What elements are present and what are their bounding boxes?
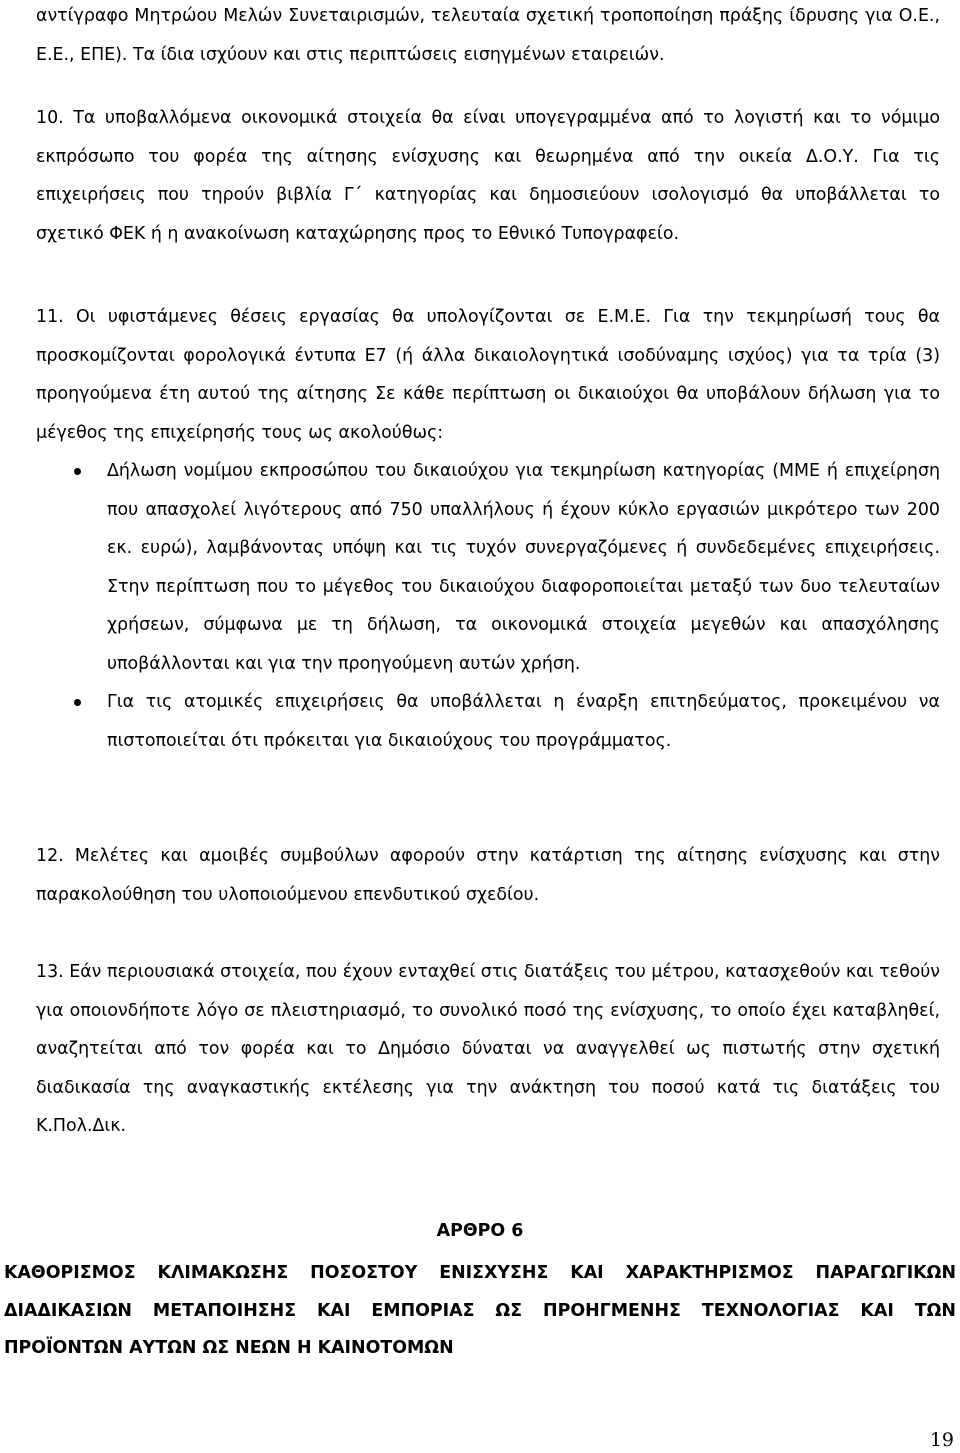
bullet-dot-icon: [74, 468, 81, 475]
bullet-list: [36, 452, 940, 760]
list-item: [36, 452, 940, 683]
paragraph-10: 10. Τα υποβαλλόμενα οικονομικά στοιχεία θα είναι υπογεγραμμένα από το λογιστή και το νόμιμο εκπρόσωπο του φορέα της αίτησης ενίσχυσης και θεωρημένα από την οικεία Δ.Ο.Υ. Για τις επιχειρήσεις που τηρούν βιβλία Γ΄ κατηγορίας και δημοσιεύουν ισολογισμό θα υποβάλλεται το σχετικό ΦΕΚ ή η ανακοίνωση καταχώρησης προς το Εθνικό Τυπογραφείο.: [36, 108, 940, 244]
paragraph-12: 12. Μελέτες και αμοιβές συμβούλων αφορούν στην κατάρτιση της αίτησης ενίσχυσης και στην παρακολούθηση του υλοποιούμενου επενδυτικού σχεδίου.: [36, 846, 940, 905]
list-item-text: Για τις ατομικές επιχειρήσεις θα υποβάλλεται η έναρξη επιτηδεύματος, προκειμένου να πιστοποιείται ότι πρόκειται για δικαιούχους του προγράμματος.: [107, 692, 940, 751]
article-title: ΑΡΘΡΟ 6: [436, 1221, 524, 1241]
paragraph-continuation: αντίγραφο Μητρώου Μελών Συνεταιρισμών, τελευταία σχετική τροποποίηση πράξης ίδρυσης για Ο.Ε., Ε.Ε., ΕΠΕ). Τα ίδια ισχύουν και στις περιπτώσεις εισηγμένων εταιρειών.: [36, 6, 940, 65]
bullet-dot-icon: [74, 699, 81, 706]
page-number: 19: [929, 1429, 954, 1451]
list-item-text: Δήλωση νομίμου εκπροσώπου του δικαιούχου για τεκμηρίωση κατηγορίας (ΜΜΕ ή επιχείρηση που απασχολεί λιγότερους από 750 υπαλλήλους ή έχουν κύκλο εργασιών μικρότερο των 200 εκ. ευρώ), λαμβάνοντας υπόψη και τις τυχόν συνεργαζόμενες ή συνδεδεμένες επιχειρήσεις. Στην περίπτωση που το μέγεθος του δικαιούχου διαφοροποιείται μεταξύ των δυο τελευταίων χρήσεων, σύμφωνα με τη δήλωση, τα οικονομικά στοιχεία μεγεθών και απασχόλησης υποβάλλονται και για την προηγούμενη αυτών χρήση.: [107, 461, 940, 674]
paragraph-11: 11. Οι υφιστάμενες θέσεις εργασίας θα υπολογίζονται σε Ε.Μ.Ε. Για την τεκμηρίωσή τους θα προσκομίζονται φορολογικά έντυπα Ε7 (ή άλλα δικαιολογητικά ισοδύναμης ισχύος) για τα τρία (3) προηγούμενα έτη αυτού της αίτησης Σε κάθε περίπτωση οι δικαιούχοι θα υποβάλουν δήλωση για το μέγεθος της επιχείρησής τους ως ακολούθως:: [36, 307, 940, 443]
article-subtitle: ΚΑΘΟΡΙΣΜΟΣ ΚΛΙΜΑΚΩΣΗΣ ΠΟΣΟΣΤΟΥ ΕΝΙΣΧΥΣΗΣ ΚΑΙ ΧΑΡΑΚΤΗΡΙΣΜΟΣ ΠΑΡΑΓΩΓΙΚΩΝ ΔΙΑΔΙΚΑΣΙΩΝ ΜΕΤΑΠΟΙΗΣΗΣ ΚΑΙ ΕΜΠΟΡΙΑΣ ΩΣ ΠΡΟΗΓΜΕΝΗΣ ΤΕΧΝΟΛΟΓΙΑΣ ΚΑΙ ΤΩΝ ΠΡΟΪΟΝΤΩΝ ΑΥΤΩΝ ΩΣ ΝΕΩΝ Η ΚΑΙΝΟΤΟΜΩΝ: [4, 1263, 956, 1358]
list-item: [36, 683, 940, 760]
paragraph-13: 13. Εάν περιουσιακά στοιχεία, που έχουν ενταχθεί στις διατάξεις του μέτρου, κατασχεθούν και τεθούν για οποιονδήποτε λόγο σε πλειστηριασμό, το συνολικό ποσό της ενίσχυσης, το οποίο έχει καταβληθεί, αναζητείται από τον φορέα και το Δημόσιο δύναται να αναγγελθεί ως πιστωτής στην σχετική διαδικασία της αναγκαστικής εκτέλεσης για την ανάκτηση του ποσού κατά τις διατάξεις του Κ.Πολ.Δικ.: [36, 962, 940, 1136]
